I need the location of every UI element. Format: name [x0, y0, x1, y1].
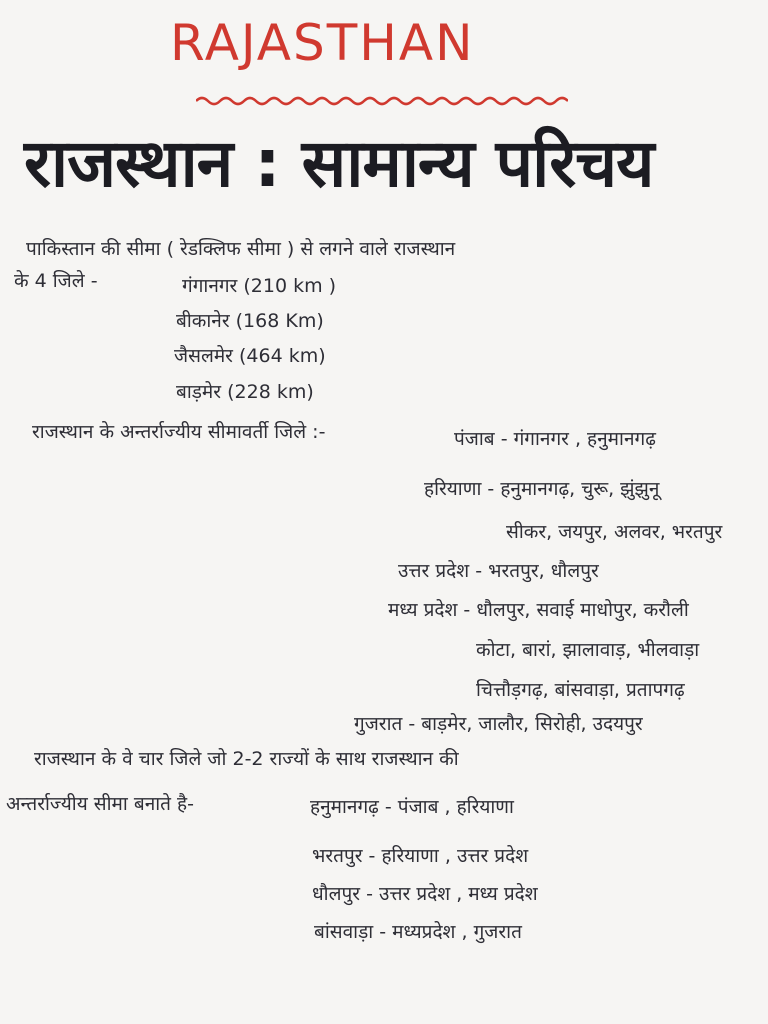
interstate-gujarat: गुजरात - बाड़मेर, जालौर, सिरोही, उदयपुर	[354, 713, 643, 735]
pakistan-district-jaisalmer: जैसलमेर (464 km)	[174, 345, 326, 367]
two-states-banswara: बांसवाड़ा - मध्यप्रदेश , गुजरात	[314, 921, 522, 943]
interstate-haryana-1: हरियाणा - हनुमानगढ़, चुरू, झुंझुनू	[424, 478, 660, 500]
interstate-haryana-2: सीकर, जयपुर, अलवर, भरतपुर	[506, 521, 723, 543]
two-states-intro-line1: राजस्थान के वे चार जिले जो 2-2 राज्यों के साथ राजस्थान की	[34, 748, 459, 770]
main-title: राजस्थान : सामान्य परिचय	[24, 125, 654, 202]
interstate-intro: राजस्थान के अन्तर्राज्यीय सीमावर्ती जिले :-	[32, 421, 326, 443]
interstate-madhya-pradesh-2: कोटा, बारां, झालावाड़, भीलवाड़ा	[476, 639, 700, 661]
two-states-intro-line2: अन्तर्राज्यीय सीमा बनाते है-	[6, 793, 194, 815]
pakistan-district-barmer: बाड़मेर (228 km)	[176, 381, 314, 403]
pakistan-district-ganganagar: गंगानगर (210 km )	[182, 275, 337, 297]
pakistan-intro-line2: के 4 जिले -	[14, 270, 98, 292]
two-states-dholpur: धौलपुर - उत्तर प्रदेश , मध्य प्रदेश	[312, 883, 538, 905]
interstate-madhya-pradesh-3: चित्तौड़गढ़, बांसवाड़ा, प्रतापगढ़	[476, 679, 685, 701]
pakistan-district-bikaner: बीकानेर (168 Km)	[176, 310, 324, 332]
heading-rajasthan: RAJASTHAN	[170, 14, 475, 72]
two-states-hanumangarh: हनुमानगढ़ - पंजाब , हरियाणा	[310, 796, 514, 818]
two-states-bharatpur: भरतपुर - हरियाणा , उत्तर प्रदेश	[312, 845, 529, 867]
interstate-madhya-pradesh-1: मध्य प्रदेश - धौलपुर, सवाई माधोपुर, करौली	[388, 599, 689, 621]
wavy-underline	[196, 94, 568, 108]
pakistan-intro-line1: पाकिस्तान की सीमा ( रेडक्लिफ सीमा ) से लगने वाले राजस्थान	[26, 238, 456, 260]
interstate-uttar-pradesh: उत्तर प्रदेश - भरतपुर, धौलपुर	[398, 560, 599, 582]
interstate-punjab: पंजाब - गंगानगर , हनुमानगढ़	[454, 428, 656, 450]
